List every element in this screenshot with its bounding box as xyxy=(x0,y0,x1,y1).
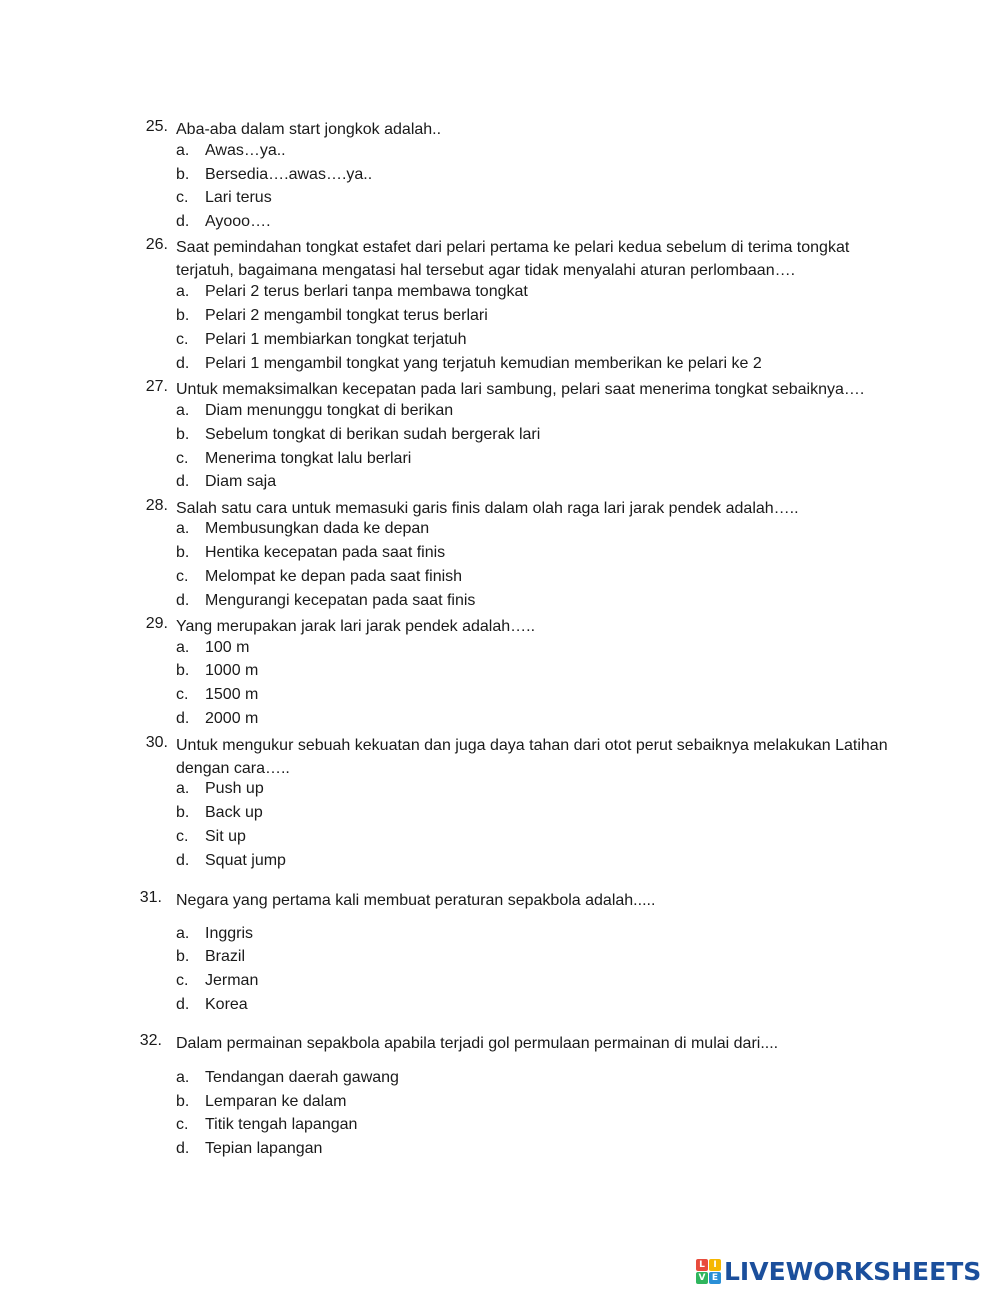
option-letter: b. xyxy=(176,1093,190,1110)
option-text: Tendangan daerah gawang xyxy=(205,1069,399,1086)
logo-letter: L xyxy=(696,1259,708,1271)
option-text: Lemparan ke dalam xyxy=(205,1093,347,1110)
option-text: 1000 m xyxy=(205,662,259,679)
question-text: Aba-aba dalam start jongkok adalah.. xyxy=(176,121,442,138)
option-letter: a. xyxy=(176,520,190,537)
option-letter: b. xyxy=(176,804,190,821)
question-text: Salah satu cara untuk memasuki garis finis dalam olah raga lari jarak pendek adalah….. xyxy=(176,500,799,517)
brand-text: LIVEWORKSHEETS xyxy=(724,1256,982,1286)
option-text: Titik tengah lapangan xyxy=(205,1116,358,1133)
option-letter: b. xyxy=(176,166,190,183)
question-number: 25. xyxy=(145,118,168,135)
option-letter: a. xyxy=(176,780,190,797)
logo-letter: V xyxy=(696,1272,708,1284)
option-text: Pelari 2 mengambil tongkat terus berlari xyxy=(205,307,488,324)
option-letter: c. xyxy=(176,450,189,467)
option-letter: c. xyxy=(176,828,189,845)
option-letter: c. xyxy=(176,686,189,703)
question-text: Untuk memaksimalkan kecepatan pada lari sambung, pelari saat menerima tongkat sebaiknya…. xyxy=(176,381,865,398)
option-letter: c. xyxy=(176,972,189,989)
option-letter: c. xyxy=(176,189,189,206)
question-number: 31. xyxy=(139,889,162,906)
option-letter: b. xyxy=(176,948,190,965)
logo-letter: I xyxy=(709,1259,721,1271)
option-text: Bersedia….awas….ya.. xyxy=(205,166,373,183)
question-number: 28. xyxy=(145,497,168,514)
option-letter: a. xyxy=(176,402,190,419)
option-letter: a. xyxy=(176,639,190,656)
question-number: 32. xyxy=(139,1032,162,1049)
option-text: Hentika kecepatan pada saat finis xyxy=(205,544,446,561)
option-text: Back up xyxy=(205,804,263,821)
liveworksheets-logo[interactable] xyxy=(696,1256,981,1286)
option-text: Melompat ke depan pada saat finish xyxy=(205,568,463,585)
option-text: 100 m xyxy=(205,639,250,656)
option-letter: b. xyxy=(176,426,190,443)
option-letter: a. xyxy=(176,142,190,159)
question-text: Dalam permainan sepakbola apabila terjadi gol permulaan permainan di mulai dari.... xyxy=(176,1035,779,1052)
option-text: 2000 m xyxy=(205,710,259,727)
option-text: Awas…ya.. xyxy=(205,142,286,159)
option-text: Mengurangi kecepatan pada saat finis xyxy=(205,592,476,609)
option-text: Lari terus xyxy=(205,189,272,206)
option-text: Pelari 2 terus berlari tanpa membawa tongkat xyxy=(205,283,528,300)
option-text: Sebelum tongkat di berikan sudah bergerak lari xyxy=(205,426,541,443)
option-text: 1500 m xyxy=(205,686,259,703)
option-text: Push up xyxy=(205,780,264,797)
option-text: Diam saja xyxy=(205,473,277,490)
question-text: Negara yang pertama kali membuat peraturan sepakbola adalah..... xyxy=(176,892,656,909)
question-text: Untuk mengukur sebuah kekuatan dan juga daya tahan dari otot perut sebaiknya melakukan Latihan dengan cara….. xyxy=(176,737,888,777)
question-number: 30. xyxy=(145,734,168,751)
option-letter: d. xyxy=(176,592,190,609)
option-letter: a. xyxy=(176,1069,190,1086)
option-letter: b. xyxy=(176,544,190,561)
option-text: Diam menunggu tongkat di berikan xyxy=(205,402,454,419)
option-letter: c. xyxy=(176,1116,189,1133)
liveworksheets-icon xyxy=(696,1259,721,1284)
option-letter: d. xyxy=(176,1140,190,1157)
option-letter: d. xyxy=(176,852,190,869)
option-text: Membusungkan dada ke depan xyxy=(205,520,430,537)
option-letter: d. xyxy=(176,355,190,372)
option-text: Pelari 1 mengambil tongkat yang terjatuh kemudian memberikan ke pelari ke 2 xyxy=(205,355,762,372)
option-text: Brazil xyxy=(205,948,246,965)
option-text: Sit up xyxy=(205,828,246,845)
option-text: Inggris xyxy=(205,925,254,942)
option-text: Jerman xyxy=(205,972,259,989)
option-text: Ayooo…. xyxy=(205,213,271,230)
option-text: Pelari 1 membiarkan tongkat terjatuh xyxy=(205,331,467,348)
option-letter: b. xyxy=(176,307,190,324)
option-letter: a. xyxy=(176,283,190,300)
option-letter: b. xyxy=(176,662,190,679)
option-letter: d. xyxy=(176,473,190,490)
question-text: Saat pemindahan tongkat estafet dari pelari pertama ke pelari kedua sebelum di terima tongkat terjatuh, bagaimana mengatasi hal tersebut agar tidak menyalahi aturan perlombaan…. xyxy=(176,239,850,279)
option-text: Tepian lapangan xyxy=(205,1140,323,1157)
question-text: Yang merupakan jarak lari jarak pendek adalah….. xyxy=(176,618,536,635)
option-letter: a. xyxy=(176,925,190,942)
option-letter: d. xyxy=(176,213,190,230)
option-text: Squat jump xyxy=(205,852,286,869)
question-number: 26. xyxy=(145,236,168,253)
option-letter: c. xyxy=(176,331,189,348)
option-letter: d. xyxy=(176,996,190,1013)
option-text: Korea xyxy=(205,996,248,1013)
logo-letter: E xyxy=(709,1272,721,1284)
option-text: Menerima tongkat lalu berlari xyxy=(205,450,412,467)
question-number: 29. xyxy=(145,615,168,632)
option-letter: c. xyxy=(176,568,189,585)
option-letter: d. xyxy=(176,710,190,727)
question-number: 27. xyxy=(145,378,168,395)
